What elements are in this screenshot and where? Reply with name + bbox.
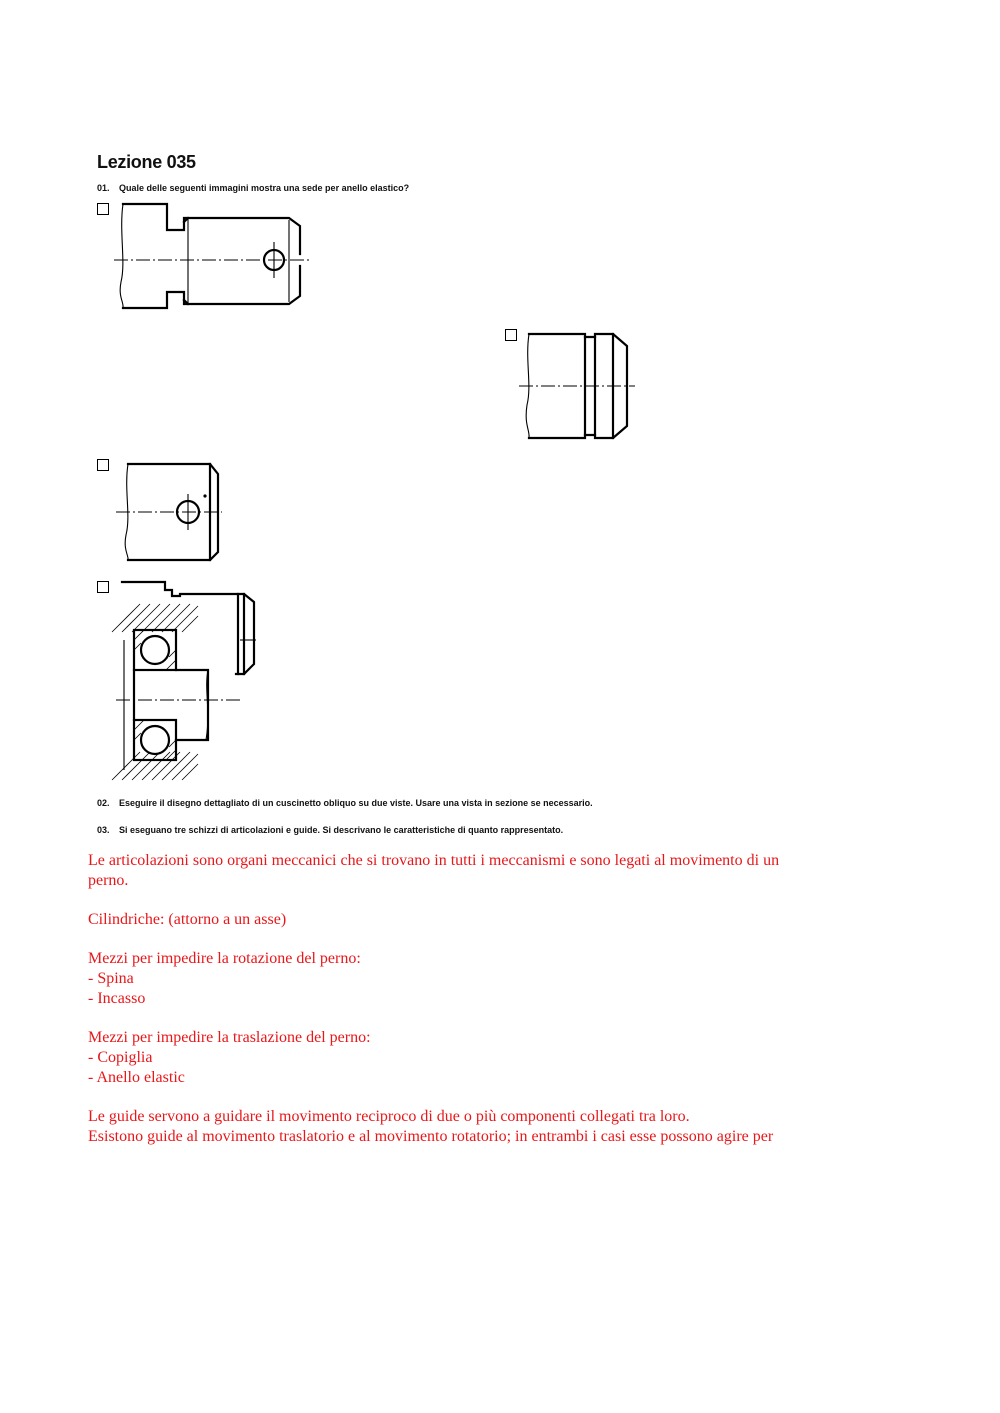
question-number: 02. (97, 798, 110, 808)
question-number: 03. (97, 825, 110, 835)
answer-checkbox-c[interactable] (97, 459, 109, 471)
answer-line: Le guide servono a guidare il movimento reciproco di due o più componenti collegati tra loro. (88, 1108, 690, 1125)
lesson-title: Lezione 035 (97, 152, 196, 172)
answer-paragraph-articolazioni (88, 851, 848, 891)
answer-line: Cilindriche: (attorno a un asse) (88, 911, 287, 928)
answer-list-rotazione (88, 949, 848, 1009)
answer-list-item: - Anello elastic (88, 1069, 185, 1086)
question-text: Si eseguano tre schizzi di articolazioni e guide. Si descrivano le caratteristiche di quanto rappresentato. (119, 825, 564, 835)
answer-line: Le articolazioni sono organi meccanici che si trovano in tutti i meccanismi e sono legati al movimento di un (88, 852, 780, 869)
question-02 (97, 798, 593, 808)
answer-list-item: - Incasso (88, 990, 146, 1007)
answer-line: Esistono guide al movimento traslatorio e al movimento rotatorio; in entrambi i casi esse possono agire per (88, 1128, 774, 1145)
shaft-with-groove-drawing (515, 330, 640, 445)
question-text: Eseguire il disegno dettagliato di un cuscinetto obliquo su due viste. Usare una vista in sezione se necessario. (119, 798, 593, 808)
answer-list-title: Mezzi per impedire la traslazione del perno: (88, 1029, 371, 1046)
question-number: 01. (97, 183, 110, 193)
answer-line: perno. (88, 872, 129, 889)
question-text: Quale delle seguenti immagini mostra una sede per anello elastico? (119, 183, 410, 193)
shaft-with-cross-hole-drawing (112, 202, 322, 317)
answer-list-traslazione (88, 1028, 848, 1088)
question-01 (97, 183, 409, 193)
answer-checkbox-d[interactable] (97, 581, 109, 593)
answer-paragraph-guide (88, 1107, 848, 1147)
answer-paragraph-cilindriche (88, 910, 848, 930)
answer-list-item: - Spina (88, 970, 134, 987)
answer-list-item: - Copiglia (88, 1049, 153, 1066)
answer-checkbox-a[interactable] (97, 203, 109, 215)
question-03 (97, 825, 563, 835)
shaft-end-with-hole-drawing (112, 460, 227, 565)
answer-list-title: Mezzi per impedire la rotazione del perno: (88, 950, 361, 967)
bearing-assembly-drawing (110, 580, 260, 790)
